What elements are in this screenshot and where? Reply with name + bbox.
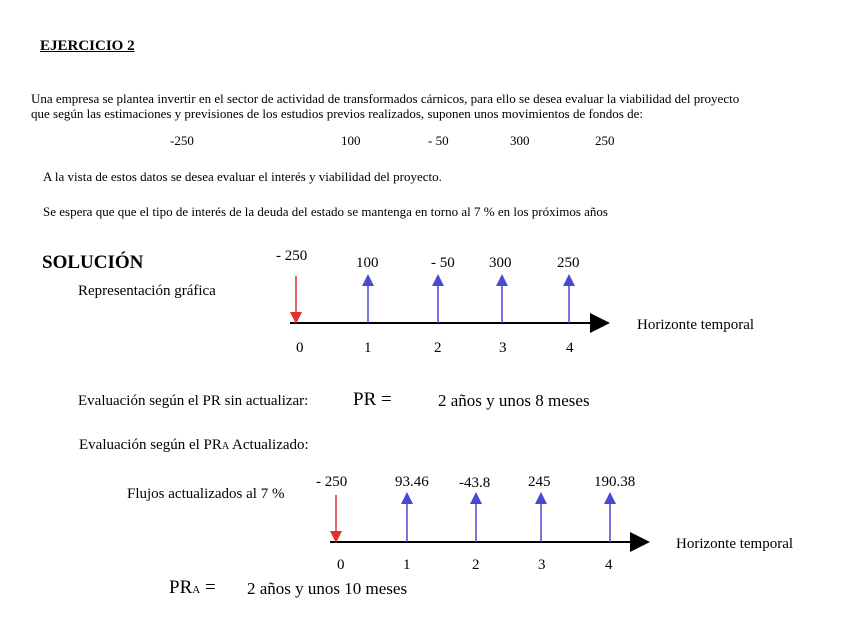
pra-label: [79, 437, 309, 454]
pra-symbol: PR: [169, 577, 193, 598]
flow-label: 245: [528, 474, 551, 490]
period-label: 2: [472, 557, 480, 573]
flow-label: - 250: [316, 474, 348, 490]
flow-value: 100: [341, 133, 361, 148]
period-label: 1: [364, 340, 372, 356]
period-label: 0: [296, 340, 304, 356]
flow-value: -250: [170, 133, 194, 148]
flow-label: - 250: [276, 248, 308, 264]
interest-note: Se espera que que el tipo de interés de la deuda del estado se mantenga en torno al 7 % en los próximos años: [43, 204, 608, 219]
pra-label-prefix: Evaluación según el PR: [79, 437, 222, 453]
flow-label: 100: [356, 255, 379, 271]
period-label: 4: [605, 557, 613, 573]
flow-label: -43.8: [459, 475, 491, 491]
pra-label-sub: A: [221, 441, 230, 452]
horizon-label: Horizonte temporal: [637, 317, 755, 333]
flow-label: - 50: [431, 255, 455, 271]
pra-result: [169, 577, 216, 599]
pra-symbol-sub: A: [192, 584, 201, 596]
period-label: 3: [499, 340, 507, 356]
intro-line-1: Una empresa se plantea invertir en el sector de actividad de transformados cárnicos, para ello se desea evaluar la viabilidad del proyecto: [31, 91, 740, 106]
graph-label: Representación gráfica: [78, 283, 216, 299]
pr-value: 2 años y unos 8 meses: [438, 391, 590, 410]
flow-value: - 50: [428, 133, 449, 148]
pra-value: 2 años y unos 10 meses: [247, 579, 408, 598]
flow-label: 300: [489, 255, 512, 271]
period-label: 4: [566, 340, 574, 356]
question-text: A la vista de estos datos se desea evaluar el interés y viabilidad del proyecto.: [43, 169, 442, 184]
period-label: 2: [434, 340, 442, 356]
flow-label: 93.46: [395, 474, 429, 490]
pra-equals: =: [200, 577, 216, 598]
period-label: 1: [403, 557, 411, 573]
flow-value: 300: [510, 133, 530, 148]
exercise-title: EJERCICIO 2: [40, 38, 135, 54]
horizon-label: Horizonte temporal: [676, 536, 794, 552]
period-label: 3: [538, 557, 546, 573]
flow-label: 250: [557, 255, 580, 271]
pr-symbol: PR =: [353, 389, 392, 410]
pr-label: Evaluación según el PR sin actualizar:: [78, 393, 309, 409]
flows-updated-label: Flujos actualizados al 7 %: [127, 486, 285, 502]
intro-line-2: que según las estimaciones y previsiones de los estudios previos realizados, suponen unos movimientos de fondos de:: [31, 106, 643, 121]
pra-label-suffix: Actualizado:: [229, 437, 309, 453]
flow-label: 190.38: [594, 474, 636, 490]
solution-heading: SOLUCIÓN: [42, 252, 144, 273]
period-label: 0: [337, 557, 345, 573]
flow-value: 250: [595, 133, 615, 148]
